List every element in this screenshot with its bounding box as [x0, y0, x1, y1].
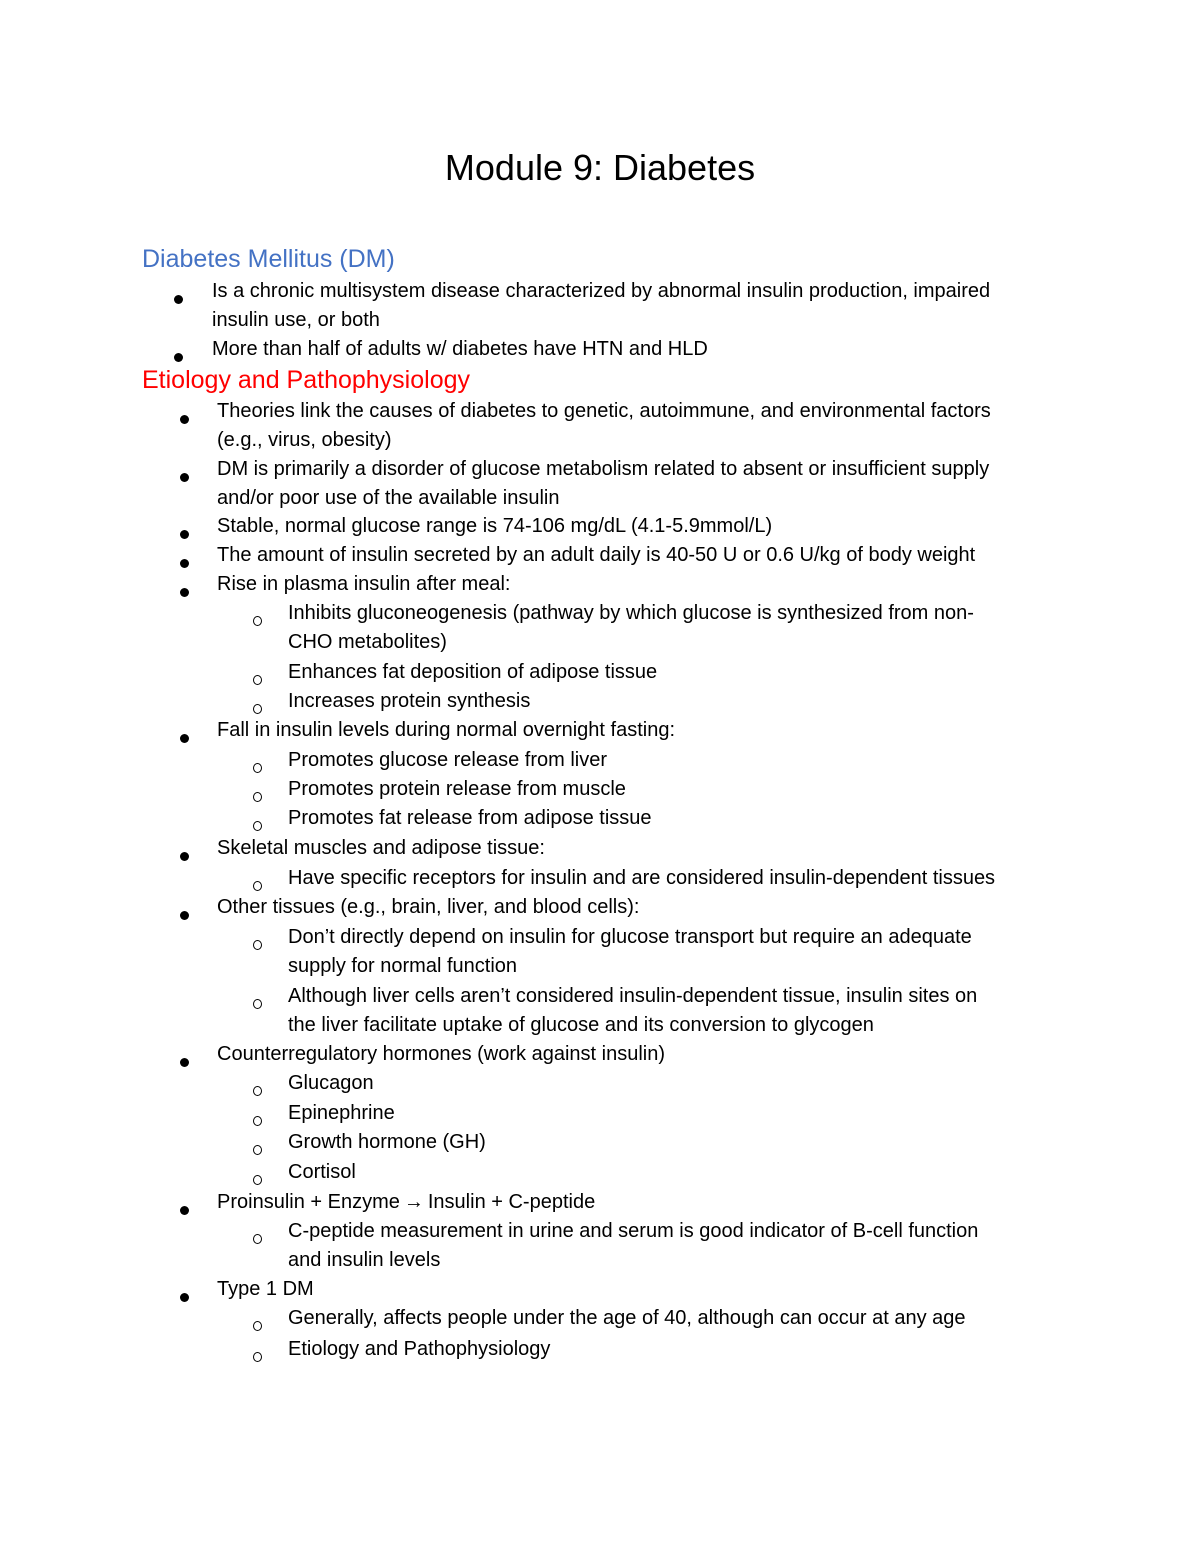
bullet-dot — [174, 284, 183, 312]
bullet-dot — [180, 1282, 189, 1310]
bullet-dot — [180, 1047, 189, 1075]
etiology-fall: Fall in insulin levels during normal overnight fasting: — [217, 719, 676, 741]
proinsulin-left: Proinsulin + Enzyme — [217, 1191, 400, 1213]
rise-fat-deposition: Enhances fat deposition of adipose tissue — [288, 661, 658, 683]
etiology-counterregulatory: Counterregulatory hormones (work against insulin) — [217, 1043, 665, 1065]
bullet-dot — [180, 900, 189, 928]
fall-fat-release: Promotes fat release from adipose tissue — [288, 807, 652, 829]
rise-gluconeogenesis: Inhibits gluconeogenesis (pathway by which glucose is synthesized from non- — [288, 602, 974, 624]
bullet-dot — [180, 577, 189, 605]
type1-etiology: Etiology and Pathophysiology — [288, 1338, 551, 1360]
bullet-circle — [253, 1311, 262, 1339]
etiology-theories: Theories link the causes of diabetes to genetic, autoimmune, and environmental factors — [217, 400, 991, 422]
bullet-dot — [180, 723, 189, 751]
rise-protein-synthesis: Increases protein synthesis — [288, 690, 531, 712]
counter-growth-hormone: Growth hormone (GH) — [288, 1131, 486, 1153]
other-not-dependent: Don’t directly depend on insulin for glucose transport but require an adequate — [288, 926, 972, 948]
heading-diabetes-mellitus: Diabetes Mellitus (DM) — [142, 245, 395, 273]
etiology-type1: Type 1 DM — [217, 1278, 314, 1300]
bullet-circle — [253, 989, 262, 1017]
pro-c-peptide: C-peptide measurement in urine and serum is good indicator of B-cell function — [288, 1220, 979, 1242]
bullet-circle — [253, 1135, 262, 1163]
etiology-proinsulin — [217, 1188, 595, 1216]
dm-bullet-1: Is a chronic multisystem disease characterized by abnormal insulin production, impaired — [212, 280, 991, 302]
bullet-circle — [253, 606, 262, 634]
other-not-dependent-cont: supply for normal function — [288, 955, 518, 977]
bullet-circle — [253, 1106, 262, 1134]
etiology-range: Stable, normal glucose range is 74-106 mg/dL (4.1-5.9mmol/L) — [217, 515, 773, 537]
bullet-dot — [180, 548, 189, 576]
heading-etiology: Etiology and Pathophysiology — [142, 366, 471, 394]
pro-c-peptide-cont: and insulin levels — [288, 1249, 441, 1271]
etiology-disorder-cont: and/or poor use of the available insulin — [217, 487, 560, 509]
rise-gluconeogenesis-cont: CHO metabolites) — [288, 631, 447, 653]
bullet-circle — [253, 930, 262, 958]
counter-glucagon: Glucagon — [288, 1072, 374, 1094]
bullet-dot — [180, 841, 189, 869]
dm-bullet-2: More than half of adults w/ diabetes have HTN and HLD — [212, 338, 708, 360]
skeletal-receptors: Have specific receptors for insulin and are considered insulin-dependent tissues — [288, 867, 996, 889]
counter-cortisol: Cortisol — [288, 1161, 356, 1183]
arrow-right-icon: → — [403, 1191, 424, 1213]
etiology-amount: The amount of insulin secreted by an adult daily is 40-50 U or 0.6 U/kg of body weight — [217, 544, 976, 566]
bullet-circle — [253, 753, 262, 781]
etiology-rise: Rise in plasma insulin after meal: — [217, 573, 511, 595]
bullet-dot — [180, 519, 189, 547]
bullet-circle — [253, 1076, 262, 1104]
etiology-disorder: DM is primarily a disorder of glucose metabolism related to absent or insufficient supply — [217, 458, 990, 480]
bullet-circle — [253, 1224, 262, 1252]
etiology-other-tissues: Other tissues (e.g., brain, liver, and blood cells): — [217, 896, 640, 918]
bullet-dot — [180, 404, 189, 432]
bullet-circle — [253, 665, 262, 693]
counter-epinephrine: Epinephrine — [288, 1102, 395, 1124]
page-title: Module 9: Diabetes — [444, 147, 756, 188]
bullet-circle — [253, 782, 262, 810]
etiology-skeletal: Skeletal muscles and adipose tissue: — [217, 837, 545, 859]
proinsulin-right: Insulin + C-peptide — [427, 1191, 596, 1213]
bullet-circle — [253, 1342, 262, 1370]
fall-protein-release: Promotes protein release from muscle — [288, 778, 626, 800]
other-liver-cells-cont: the liver facilitate uptake of glucose and its conversion to glycogen — [288, 1014, 874, 1036]
dm-bullet-1-cont: insulin use, or both — [212, 309, 380, 331]
bullet-dot — [180, 1195, 189, 1223]
etiology-theories-cont: (e.g., virus, obesity) — [217, 429, 392, 451]
other-liver-cells: Although liver cells aren’t considered insulin-dependent tissue, insulin sites on — [288, 985, 978, 1007]
bullet-dot — [180, 462, 189, 490]
type1-age: Generally, affects people under the age of 40, although can occur at any age — [288, 1307, 966, 1329]
fall-glucose-release: Promotes glucose release from liver — [288, 749, 608, 771]
